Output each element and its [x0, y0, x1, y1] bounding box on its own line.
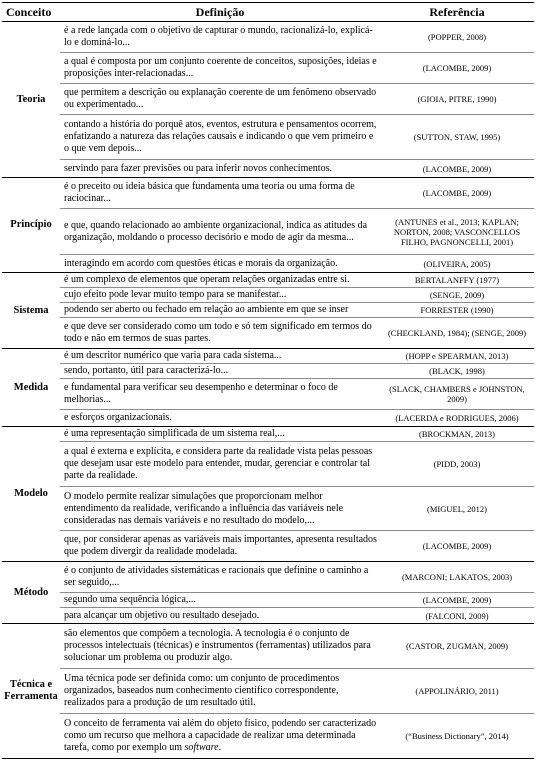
- definition-cell: Uma técnica pode ser definida como: um conjunto de procedimentos organizados, baseados num conhecimento científico correspondente, realizados para a produção de um resultado útil.: [60, 669, 380, 714]
- table-row: [2, 427, 534, 442]
- table-row: [2, 410, 534, 427]
- definition-cell: é uma representação simplificada de um sistema real,...: [60, 427, 380, 442]
- table-row: [2, 288, 534, 303]
- definition-cell: a qual é externa e explícita, e considera parte da realidade vista pelas pessoas que desejam usar este modelo para entender, mudar, gerenciar e controlar tal parte da realidade.: [60, 442, 380, 487]
- reference-cell: (GIOIA, PITRE, 1990): [380, 84, 534, 115]
- concept-cell: Medida: [2, 349, 60, 427]
- definition-end: .: [218, 742, 222, 753]
- header-definition: Definição: [60, 3, 380, 22]
- definition-cell: sendo, portanto, útil para caracterizá-lo...: [60, 364, 380, 379]
- table-row: [2, 531, 534, 562]
- definition-cell: segundo uma sequência lógica,...: [60, 593, 380, 608]
- reference-cell: (OLIVEIRA, 2005): [380, 255, 534, 273]
- table-row: [2, 53, 534, 84]
- reference-cell: (BLACK, 1998): [380, 364, 534, 379]
- definition-italic-term: software: [184, 742, 219, 753]
- table-row: [2, 624, 534, 669]
- reference-cell: (LACOMBE, 2009): [380, 178, 534, 209]
- definition-cell: contando a história do porquê atos, eventos, estrutura e pensamentos ocorrem, enfatizando a natureza das relações causais e indicando o que vem primeiro e o que vem depois...: [60, 115, 380, 160]
- table-row: [2, 364, 534, 379]
- concept-table-container: [2, 2, 534, 776]
- definition-cell: que, por considerar apenas as variáveis mais importantes, apresenta resultados que podem divergir da realidade modelada.: [60, 531, 380, 562]
- table-row: [2, 22, 534, 53]
- reference-cell: (PIDD, 2003): [380, 442, 534, 487]
- definition-text: O conceito de ferramenta vai além do objeto físico, podendo ser caracterizado como um recurso que melhora a capacidade de realizar uma determinada tarefa, como por exemplo um: [64, 718, 377, 753]
- definition-cell: cujo efeito pode levar muito tempo para se manifestar...: [60, 288, 380, 303]
- reference-cell: (SLACK, CHAMBERS e JOHNSTON, 2009): [380, 379, 534, 410]
- table-row: [2, 160, 534, 178]
- table-row: [2, 84, 534, 115]
- definition-cell: a qual é composta por um conjunto coerente de conceitos, suposições, ideias e proposições inter-relacionadas...: [60, 53, 380, 84]
- definition-cell: [60, 714, 380, 759]
- table-row: [2, 562, 534, 593]
- definition-cell: e fundamental para verificar seu desempenho e determinar o foco de melhorias...: [60, 379, 380, 410]
- definition-cell: é o preceito ou ideia básica que fundamenta uma teoria ou uma forma de raciocinar...: [60, 178, 380, 209]
- definition-cell: servindo para fazer previsões ou para inferir novos conhecimentos.: [60, 160, 380, 178]
- definition-cell: que permitem a descrição ou explanação coerente de um fenômeno observado ou experimentado...: [60, 84, 380, 115]
- reference-cell: (APPOLINÁRIO, 2011): [380, 669, 534, 714]
- reference-cell: (MIGUEL, 2012): [380, 487, 534, 531]
- concept-cell: Método: [2, 562, 60, 624]
- reference-cell: (SUTTON, STAW, 1995): [380, 115, 534, 160]
- concept-cell: Sistema: [2, 273, 60, 349]
- concept-cell: Teoria: [2, 22, 60, 178]
- definition-cell: para alcançar um objetivo ou resultado desejado.: [60, 608, 380, 624]
- table-row: [2, 487, 534, 531]
- table-row: [2, 714, 534, 759]
- definition-cell: é o conjunto de atividades sistemáticas e racionais que definine o caminho a ser seguido,...: [60, 562, 380, 593]
- definition-cell: e esforços organizacionais.: [60, 410, 380, 427]
- reference-cell: (CASTOR, ZUGMAN, 2009): [380, 624, 534, 669]
- definition-cell: interagindo em acordo com questões éticas e morais da organização.: [60, 255, 380, 273]
- concept-cell: Modelo: [2, 427, 60, 562]
- concept-cell: Princípio: [2, 178, 60, 273]
- definition-cell: é um descritor numérico que varia para cada sistema...: [60, 349, 380, 364]
- definition-cell: e que, quando relacionado ao ambiente organizacional, indica as atitudes da organização, moldando o processo decisório e modo de agir da mesma...: [60, 209, 380, 255]
- reference-cell: (“Business Dictionary”, 2014): [380, 714, 534, 759]
- reference-cell: BERTALANFFY (1977): [380, 273, 534, 288]
- header-row: [2, 3, 534, 22]
- table-row: [2, 318, 534, 349]
- table-row: [2, 178, 534, 209]
- table-row: [2, 593, 534, 608]
- concept-cell: Técnica e Ferramenta: [2, 624, 60, 759]
- concept-table: [2, 2, 534, 759]
- reference-cell: (LACOMBE, 2009): [380, 531, 534, 562]
- reference-cell: (LACERDA e RODRIGUES, 2006): [380, 410, 534, 427]
- reference-cell: (CHECKLAND, 1984); (SENGE, 2009): [380, 318, 534, 349]
- definition-cell: podendo ser aberto ou fechado em relação ao ambiente em que se inser: [60, 303, 380, 318]
- reference-cell: (HOPP e SPEARMAN, 2013): [380, 349, 534, 364]
- table-row: [2, 442, 534, 487]
- definition-cell: é um complexo de elementos que operam relações organizadas entre si.: [60, 273, 380, 288]
- table-row: [2, 255, 534, 273]
- reference-cell: (ANTUNES et al., 2013; KAPLAN; NORTON, 2008; VASCONCELLOS FILHO, PAGNONCELLI, 2001): [380, 209, 534, 255]
- header-reference: Referência: [380, 3, 534, 22]
- header-concept: Conceito: [2, 3, 60, 22]
- reference-cell: (BROCKMAN, 2013): [380, 427, 534, 442]
- table-row: [2, 669, 534, 714]
- reference-cell: (LACOMBE, 2009): [380, 593, 534, 608]
- table-row: [2, 209, 534, 255]
- table-row: [2, 115, 534, 160]
- reference-cell: (FALCONI, 2009): [380, 608, 534, 624]
- table-row: [2, 379, 534, 410]
- reference-cell: FORRESTER (1990): [380, 303, 534, 318]
- reference-cell: (LACOMBE, 2009): [380, 160, 534, 178]
- reference-cell: (POPPER, 2008): [380, 22, 534, 53]
- table-row: [2, 349, 534, 364]
- definition-cell: são elementos que compõem a tecnologia. A tecnologia é o conjunto de processos intelectuais (técnicas) e instrumentos (ferramentas) utilizados para solucionar um problema ou produzir algo.: [60, 624, 380, 669]
- reference-cell: (LACOMBE, 2009): [380, 53, 534, 84]
- reference-cell: (SENGE, 2009): [380, 288, 534, 303]
- table-row: [2, 303, 534, 318]
- definition-cell: O modelo permite realizar simulações que proporcionam melhor entendimento da realidade, verificando a influência das variáveis nele consideradas nas demais variáveis e no resultado do modelo,...: [60, 487, 380, 531]
- table-row: [2, 608, 534, 624]
- definition-cell: e que deve ser considerado como um todo e só tem significado em termos do todo e não em termos de suas partes.: [60, 318, 380, 349]
- definition-cell: é a rede lançada com o objetivo de capturar o mundo, racionalizá-lo, explicá-lo e dominá-lo...: [60, 22, 380, 53]
- table-row: [2, 273, 534, 288]
- reference-cell: (MARCONI; LAKATOS, 2003): [380, 562, 534, 593]
